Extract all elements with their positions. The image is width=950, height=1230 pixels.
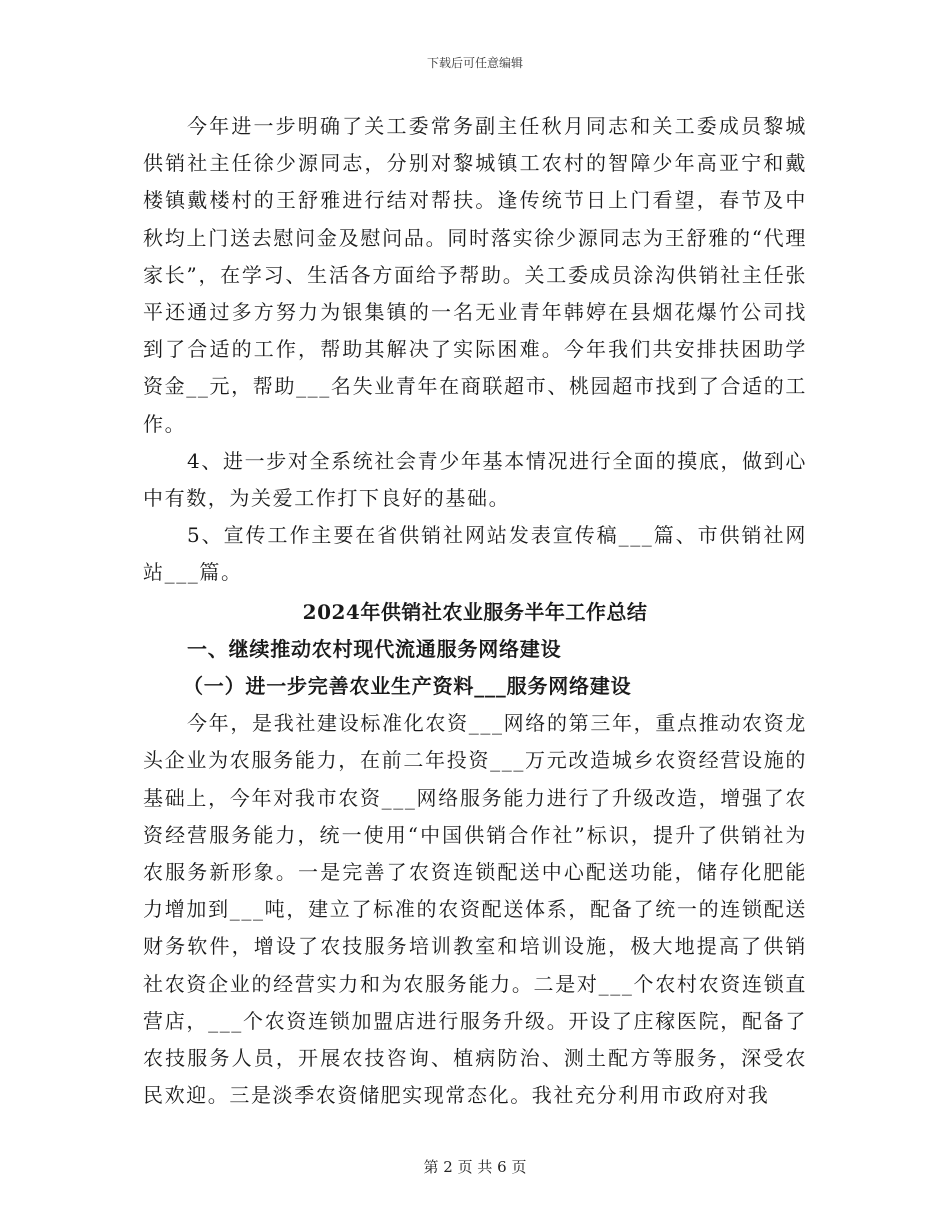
paragraph-item-5: 5、宣传工作主要在省供销社网站发表宣传稿___篇、市供销社网站___篇。 bbox=[143, 523, 807, 585]
paragraph-network-construction: 今年，是我社建设标准化农资___网络的第三年，重点推动农资龙头企业为农服务能力，在前二年投资___万元改造城乡农资经营设施的基础上，今年对我市农资___网络服务能力进行了升级改造，增强了农资经营服务能力，统一使用“中国供销合作社”标识，提升了供销社为农服务新形象。一是完善了农资连锁配送中心配送功能，储存化肥能力增加到___吨，建立了标准的农资配送体系，配备了统一的连锁配送财务软件，增设了农技服务培训教室和培训设施，极大地提高了供销社农资企业的经营实力和为农服务能力。二是对___个农村农资连锁直营店，___个农资连锁加盟店进行服务升级。开设了庄稼医院，配备了农技服务人员，开展农技咨询、植病防治、测土配方等服务，深受农民欢迎。三是淡季农资储肥实现常态化。我社充分利用市政府对我 bbox=[143, 711, 807, 1108]
document-title: 2024年供销社农业服务半年工作总结 bbox=[302, 599, 648, 624]
paragraph-item-4: 4、进一步对全系统社会青少年基本情况进行全面的摸底，做到心中有数，为关爱工作打下良好的基础。 bbox=[143, 448, 807, 511]
page-number: 第 2 页 共 6 页 bbox=[423, 1158, 527, 1176]
section-heading-1: 一、继续推动农村现代流通服务网络建设 bbox=[187, 636, 562, 661]
paragraph-assistance: 今年进一步明确了关工委常务副主任秋月同志和关工委成员黎城供销社主任徐少源同志，分别对黎城镇工农村的智障少年高亚宁和戴楼镇戴楼村的王舒雅进行结对帮扶。逢传统节日上门看望，春节及中秋均上门送去慰问金及慰问品。同时落实徐少源同志为王舒雅的“代理家长”，在学习、生活各方面给予帮助。关工委成员涂沟供销社主任张平还通过多方努力为银集镇的一名无业青年韩婷在县烟花爆竹公司找到了合适的工作，帮助其解决了实际困难。今年我们共安排扶困助学资金__元，帮助___名失业青年在商联超市、桃园超市找到了合适的工作。 bbox=[143, 114, 807, 436]
subsection-heading-1: （一）进一步完善农业生产资料___服务网络建设 bbox=[183, 674, 632, 699]
page-header-note: 下载后可任意编辑 bbox=[426, 56, 523, 70]
document-body bbox=[143, 108, 807, 1114]
